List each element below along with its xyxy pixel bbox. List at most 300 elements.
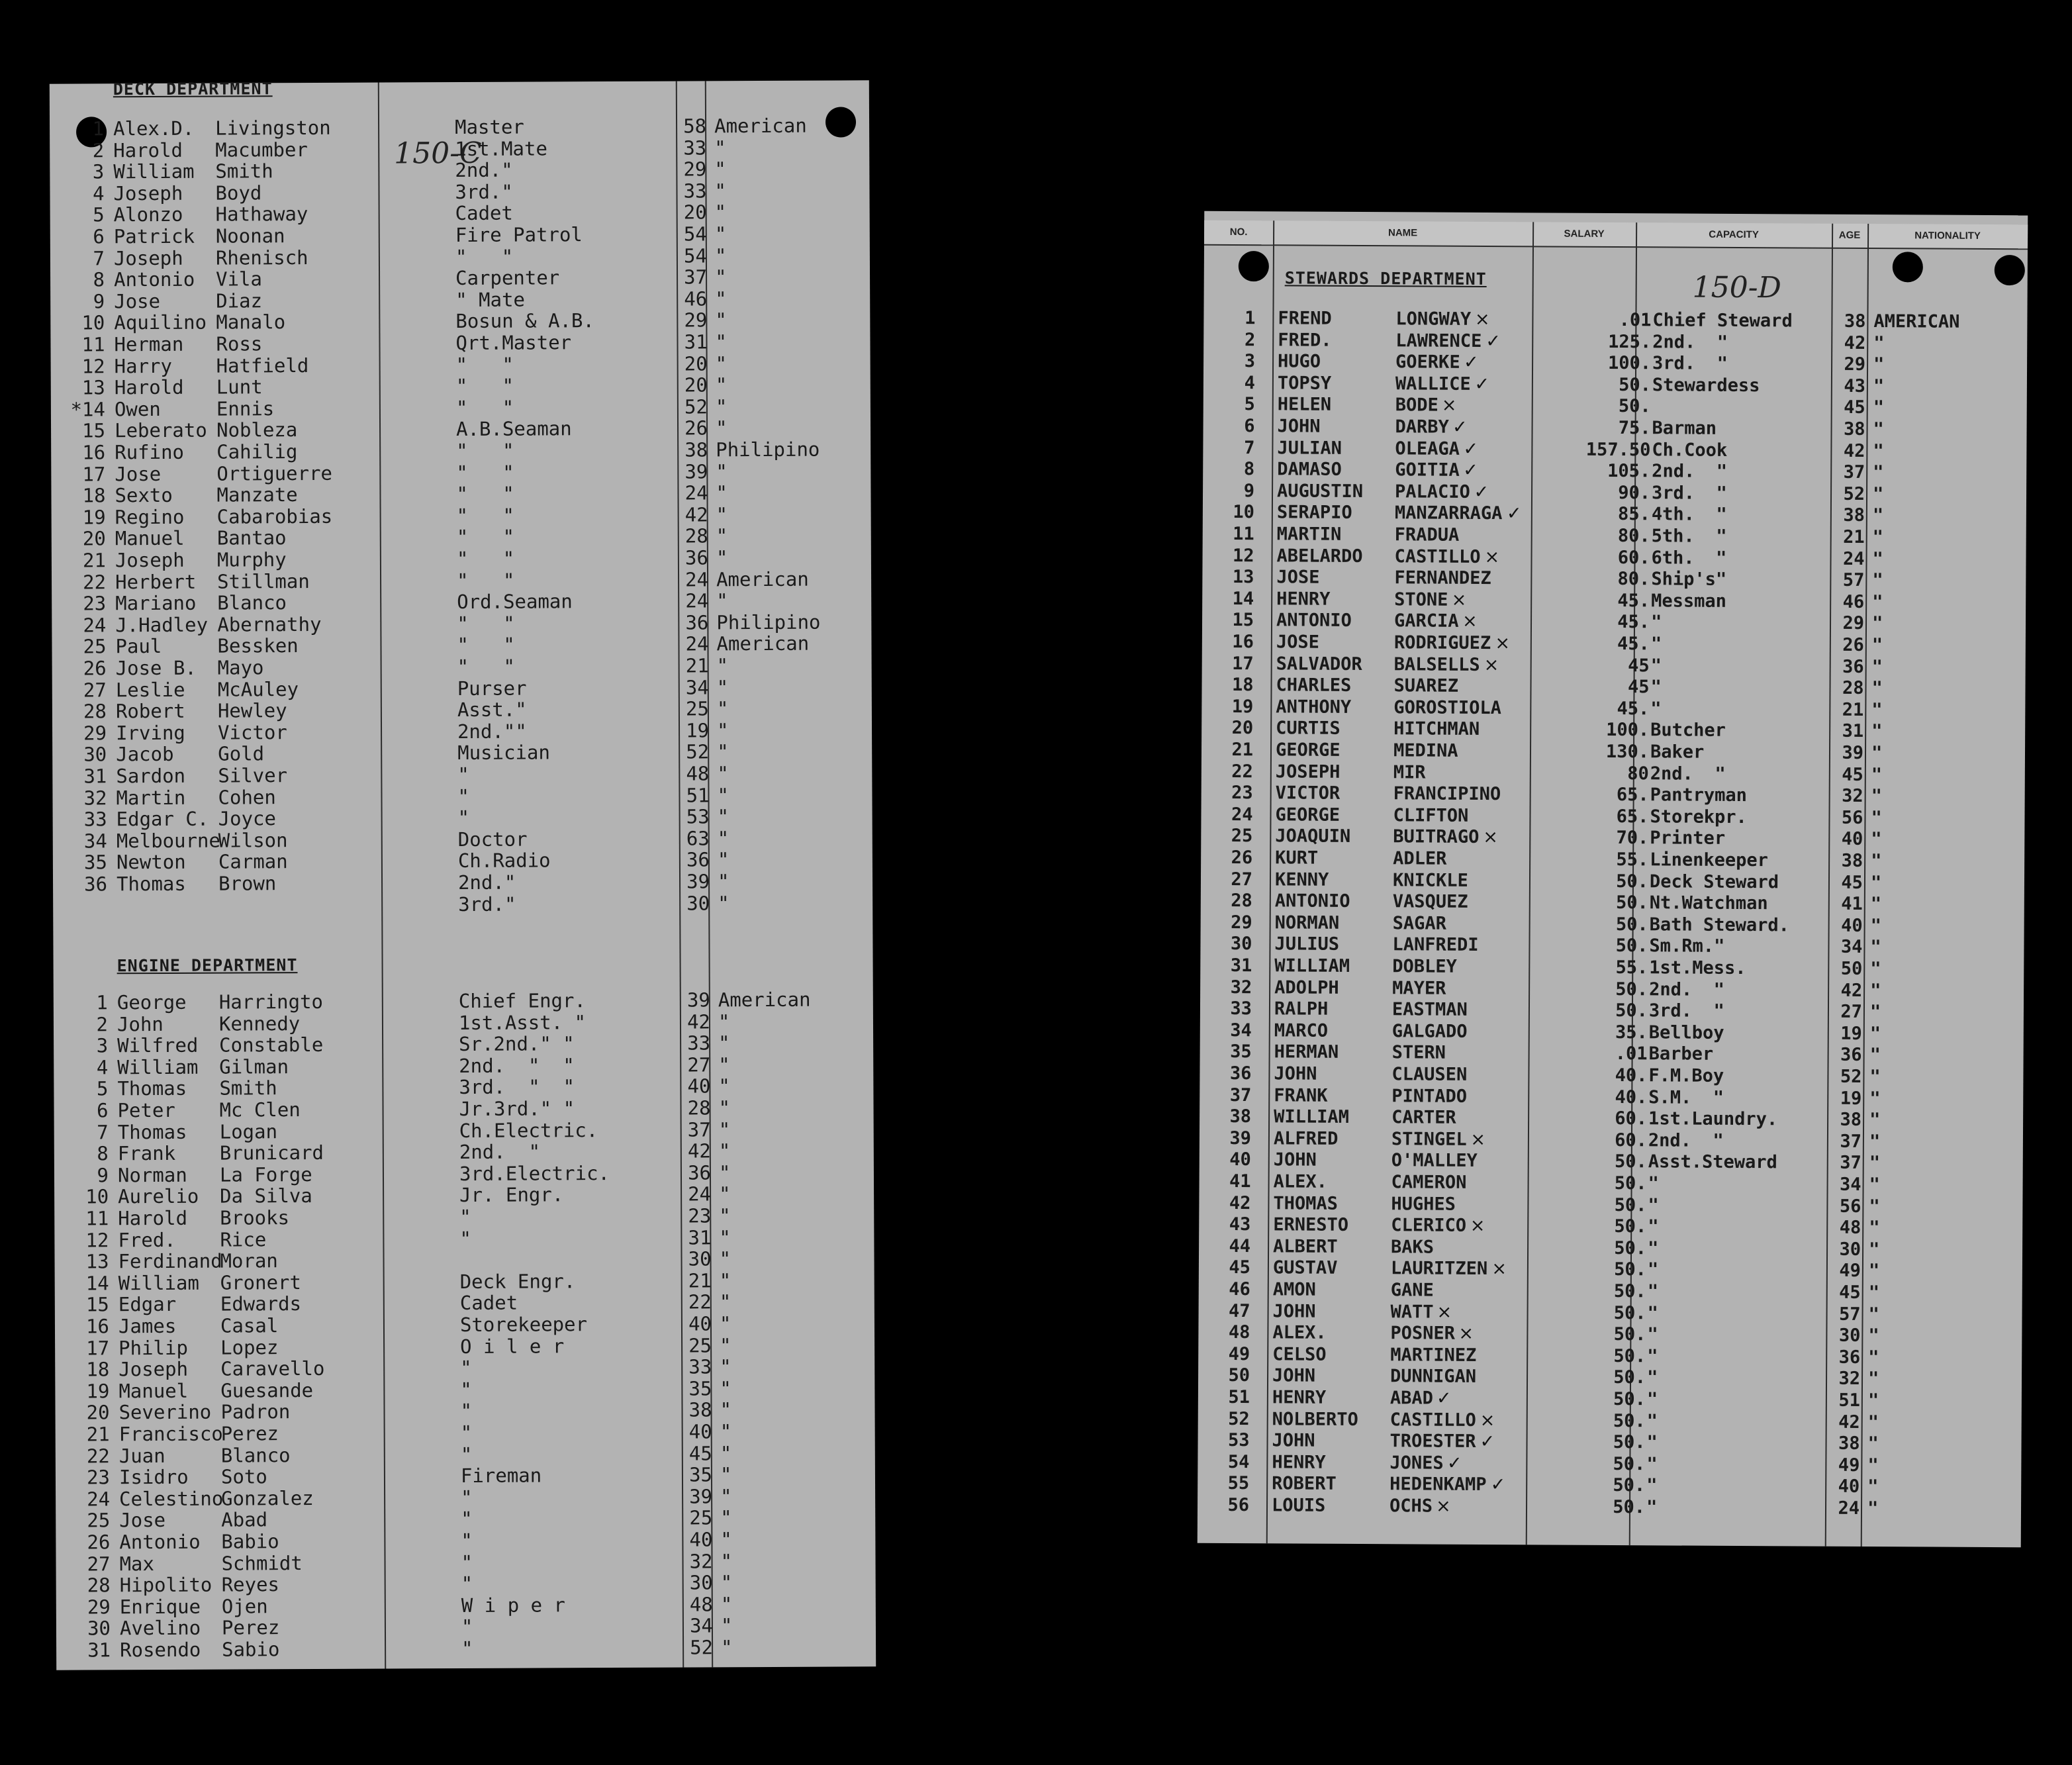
row-number: 20: [1231, 718, 1254, 739]
handwritten-page-number: 150-C: [394, 136, 482, 171]
salary: 50.: [1613, 1302, 1646, 1323]
nationality: ": [718, 1096, 731, 1120]
nationality: ": [716, 524, 728, 548]
row-number: 13: [81, 376, 105, 399]
row-number: 25: [1231, 826, 1253, 847]
capacity: ": [460, 1378, 472, 1401]
last-name: Nobleza: [216, 418, 298, 442]
tally-mark: ×: [1436, 1302, 1452, 1323]
last-name: Padron: [220, 1400, 291, 1423]
nationality: ": [1870, 915, 1881, 936]
age: 39: [689, 1485, 713, 1508]
stewards-department-title: STEWARDS DEPARTMENT: [1284, 268, 1487, 289]
crew-row: [56, 1636, 876, 1661]
nationality: ": [1869, 1023, 1881, 1044]
last-name: Schmidt: [221, 1551, 303, 1575]
nationality: ": [1869, 1088, 1881, 1109]
age: 58: [683, 115, 707, 138]
age: 30: [688, 1247, 712, 1270]
row-number: 35: [1230, 1041, 1252, 1063]
first-name: JULIUS: [1274, 933, 1340, 955]
last-name: Perez: [221, 1616, 280, 1639]
first-name: Hipolito: [119, 1573, 212, 1597]
age: 28: [687, 1096, 711, 1120]
first-name: ANTONIO: [1274, 890, 1350, 912]
capacity: 2nd. ": [1649, 978, 1725, 1000]
salary: 35.: [1615, 1022, 1648, 1043]
capacity: Linenkeeper: [1650, 849, 1769, 871]
capacity: " ": [456, 461, 514, 484]
last-name: DUNNIGAN: [1389, 1366, 1477, 1388]
first-name: Patrick: [113, 224, 195, 248]
age: 39: [686, 870, 710, 893]
tally-mark: ✓: [1506, 503, 1522, 524]
capacity: ": [1648, 1194, 1659, 1216]
row-number: 52: [1228, 1408, 1250, 1429]
first-name: Jose B.: [115, 656, 197, 680]
salary: 50.: [1613, 1432, 1646, 1453]
capacity: Storekpr.: [1650, 806, 1747, 828]
row-number: 45: [1229, 1257, 1250, 1278]
age: 39: [686, 988, 710, 1012]
first-name: ERNESTO: [1273, 1214, 1349, 1236]
salary: 50.: [1613, 1281, 1646, 1302]
nationality: ": [719, 1269, 731, 1292]
first-name: John: [117, 1012, 164, 1035]
row-number: 2: [96, 1012, 109, 1036]
age: 30: [689, 1571, 713, 1594]
row-number: 38: [1229, 1106, 1252, 1127]
age: 42: [1840, 980, 1863, 1001]
nationality: ": [1871, 851, 1882, 872]
last-name: Casal: [220, 1314, 279, 1337]
age: 25: [688, 1333, 712, 1357]
nationality: ": [1871, 721, 1883, 742]
first-name: Paul: [115, 635, 162, 658]
age: 42: [687, 1139, 711, 1163]
row-number: 26: [1231, 847, 1253, 869]
last-name: GARCIA: [1393, 610, 1459, 632]
punch-hole: [1893, 252, 1923, 282]
last-name: Edwards: [220, 1292, 302, 1315]
age: 48: [1839, 1217, 1861, 1239]
last-name: Diaz: [216, 289, 263, 312]
row-number: 30: [1230, 933, 1252, 955]
row-number: 27: [83, 678, 107, 702]
first-name: JOHN: [1274, 1063, 1317, 1084]
first-name: ALFRED: [1273, 1128, 1339, 1149]
age: 38: [1841, 850, 1863, 871]
age: 35: [688, 1377, 712, 1400]
nationality: American: [718, 988, 811, 1012]
salary: 130.: [1605, 741, 1650, 763]
row-number: 6: [97, 1099, 109, 1122]
first-name: FRANK: [1274, 1084, 1328, 1106]
row-number: 26: [83, 657, 107, 680]
last-name: Hatfield: [216, 354, 309, 377]
row-number: 1: [96, 991, 108, 1014]
nationality: ": [718, 1031, 730, 1055]
capacity: 2nd. ": [459, 1140, 541, 1164]
row-number: 47: [1228, 1300, 1250, 1321]
first-name: LOUIS: [1271, 1495, 1326, 1516]
tally-mark: ✓: [1474, 373, 1490, 395]
salary: 50.: [1615, 935, 1648, 957]
age: 54: [683, 222, 707, 246]
age: 38: [1838, 1433, 1860, 1455]
last-name: PINTADO: [1391, 1085, 1468, 1107]
salary: 50.: [1614, 1259, 1646, 1280]
nationality: ": [1870, 937, 1881, 958]
age: 20: [684, 373, 708, 397]
row-number: 29: [87, 1596, 111, 1619]
first-name: HERMAN: [1274, 1041, 1339, 1063]
nationality: ": [1868, 1347, 1879, 1368]
capacity: 2nd. ": [1650, 763, 1726, 785]
age: 36: [1838, 1347, 1861, 1368]
capacity: Cadet: [459, 1292, 518, 1315]
first-name: FREND: [1278, 308, 1332, 329]
last-name: CASTILLO: [1394, 546, 1481, 567]
capacity: ": [1646, 1367, 1658, 1388]
last-name: LAURITZEN: [1390, 1258, 1488, 1280]
last-name: O'MALLEY: [1391, 1150, 1478, 1172]
capacity: 1st.Asst. ": [458, 1010, 587, 1034]
row-number: 35: [83, 851, 107, 874]
age: 24: [685, 567, 709, 591]
row-number: 24: [87, 1488, 111, 1511]
first-name: AUGUSTIN: [1276, 481, 1364, 502]
last-name: OLEAGA: [1395, 438, 1460, 459]
last-name: Brooks: [220, 1206, 290, 1229]
age: 50: [1840, 958, 1863, 979]
capacity: Fireman: [460, 1464, 542, 1488]
nationality: ": [716, 546, 728, 569]
age: 30: [1839, 1239, 1861, 1260]
first-name: VICTOR: [1275, 783, 1341, 804]
nationality: ": [1870, 959, 1881, 980]
row-number: 50: [1228, 1365, 1250, 1386]
first-name: Max: [119, 1552, 154, 1575]
nationality: ": [1867, 1368, 1879, 1390]
nationality: ": [714, 158, 726, 181]
first-name: ALEX.: [1273, 1171, 1327, 1192]
capacity: " ": [455, 374, 514, 398]
capacity: Messman: [1651, 591, 1727, 612]
row-number: 6: [93, 225, 105, 248]
capacity: Ship's": [1651, 569, 1727, 591]
row-number: 18: [86, 1358, 110, 1381]
first-name: GUSTAV: [1272, 1257, 1338, 1279]
right-crew-list-sheet: [1198, 211, 2028, 1547]
age: 34: [1840, 937, 1863, 958]
salary: 50.: [1615, 892, 1648, 914]
age: 32: [689, 1549, 713, 1573]
age: 30: [1838, 1325, 1861, 1347]
first-name: ABELARDO: [1276, 545, 1363, 567]
first-name: RALPH: [1274, 998, 1329, 1020]
nationality: ": [714, 265, 727, 289]
first-name: JOHN: [1272, 1430, 1315, 1451]
first-name: Manuel: [118, 1379, 189, 1403]
last-name: ADLER: [1393, 848, 1447, 869]
first-name: Alex.D.: [113, 117, 195, 140]
nationality: ": [1871, 786, 1883, 807]
nationality: ": [1867, 1390, 1879, 1411]
age: 42: [1843, 440, 1865, 461]
first-name: MARCO: [1274, 1020, 1329, 1041]
capacity: " ": [457, 634, 515, 657]
last-name: BAKS: [1391, 1237, 1435, 1258]
last-name: Brunicard: [219, 1141, 324, 1165]
age: 37: [687, 1118, 711, 1141]
last-name: POSNER: [1390, 1323, 1456, 1344]
last-name: Moran: [220, 1249, 278, 1272]
nationality: ": [1871, 678, 1883, 699]
first-name: SALVADOR: [1276, 653, 1362, 675]
tally-mark: ×: [1491, 1259, 1507, 1280]
capacity: Bellboy: [1648, 1022, 1724, 1043]
last-name: Victor: [217, 720, 287, 744]
age: 52: [686, 740, 710, 763]
last-name: Abad: [221, 1508, 268, 1531]
age: 45: [1841, 872, 1863, 893]
row-number: 24: [83, 614, 107, 637]
last-name: CASTILLO: [1389, 1409, 1476, 1431]
capacity: Qrt.Master: [455, 331, 572, 355]
age: 38: [1840, 1109, 1862, 1131]
tally-mark: ✓: [1485, 330, 1501, 352]
first-name: Jose: [119, 1509, 166, 1532]
row-number: 48: [1228, 1322, 1250, 1343]
nationality: ": [716, 697, 729, 720]
capacity: 1st.Mate: [455, 137, 547, 160]
age: 45: [1839, 1282, 1861, 1303]
capacity: Sm.Rm.": [1649, 935, 1725, 957]
first-name: HENRY: [1272, 1387, 1327, 1408]
nationality: ": [1869, 1217, 1880, 1239]
row-number: 49: [1228, 1343, 1250, 1364]
age: 29: [1842, 613, 1865, 634]
age: 46: [684, 287, 708, 310]
capacity: Stewardess: [1652, 375, 1760, 396]
row-number: 19: [82, 506, 106, 529]
age: 38: [1843, 418, 1865, 440]
capacity: " ": [456, 526, 515, 549]
capacity: Ch.Radio: [457, 849, 551, 873]
row-number: 2: [92, 138, 105, 162]
capacity: Master: [454, 115, 524, 139]
row-number: 8: [1243, 459, 1255, 480]
nationality: ": [1870, 872, 1882, 893]
first-name: Leslie: [115, 678, 185, 701]
nationality: ": [715, 330, 728, 354]
age: 40: [688, 1420, 712, 1443]
salary: 50.: [1618, 396, 1651, 417]
capacity: ": [460, 1443, 473, 1466]
age: 40: [1841, 915, 1863, 936]
row-number: 10: [81, 311, 105, 334]
first-name: Aurelio: [118, 1185, 199, 1208]
last-name: Ennis: [216, 397, 275, 420]
first-name: Newton: [116, 851, 186, 874]
last-name: Smith: [215, 160, 273, 183]
tally-mark: ×: [1483, 827, 1499, 848]
last-name: BODE: [1395, 395, 1438, 416]
salary: 50.: [1613, 1410, 1646, 1431]
last-name: Sabio: [222, 1638, 280, 1661]
age: 45: [688, 1441, 712, 1465]
last-name: FRANCIPINO: [1393, 783, 1501, 805]
salary: 50.: [1619, 374, 1651, 396]
first-name: Jose: [114, 289, 161, 313]
salary: 45.: [1617, 698, 1650, 720]
nationality: ": [1872, 591, 1883, 612]
tally-mark: ✓: [1480, 1431, 1495, 1453]
row-number: 9: [1243, 480, 1255, 501]
tally-mark: ×: [1483, 654, 1499, 675]
first-name: Fred.: [118, 1228, 176, 1251]
first-name: Frank: [117, 1142, 176, 1165]
row-number: 22: [86, 1444, 110, 1468]
age: 40: [1841, 829, 1863, 850]
capacity: Cadet: [455, 202, 514, 225]
age: 34: [1839, 1174, 1861, 1195]
capacity: ": [1647, 1259, 1659, 1280]
capacity: ": [459, 1205, 471, 1229]
age: 34: [689, 1614, 714, 1637]
capacity: ": [457, 785, 470, 808]
capacity: 2nd. ": [1648, 1130, 1724, 1151]
row-number: 33: [1230, 998, 1252, 1020]
nationality: ": [1869, 1196, 1880, 1217]
nationality: ": [1872, 483, 1884, 504]
row-number: 26: [87, 1531, 111, 1554]
salary: 50.: [1613, 1345, 1646, 1367]
row-number: 41: [1229, 1170, 1251, 1192]
row-number: 46: [1229, 1278, 1250, 1300]
capacity: Bath Steward.: [1649, 914, 1790, 936]
age: 48: [689, 1593, 713, 1616]
header-name: NAME: [1273, 220, 1532, 247]
capacity: ": [1646, 1454, 1658, 1475]
last-name: Joyce: [218, 807, 277, 830]
first-name: JOHN: [1272, 1300, 1316, 1322]
first-name: Mariano: [115, 591, 197, 615]
row-number: 18: [1231, 675, 1254, 696]
last-name: Carman: [218, 850, 288, 874]
age: 37: [1840, 1153, 1861, 1174]
age: 38: [684, 438, 708, 461]
first-name: FRED.: [1278, 329, 1332, 351]
capacity: W i p e r: [461, 1594, 566, 1617]
row-number: 15: [1232, 610, 1254, 631]
age: 46: [1842, 591, 1865, 612]
capacity: ": [1650, 634, 1662, 655]
row-number: 14: [1232, 588, 1254, 609]
tally-mark: ✓: [1474, 481, 1489, 502]
age: 36: [1842, 656, 1864, 677]
tally-mark: ×: [1451, 589, 1467, 610]
last-name: Bantao: [216, 526, 287, 550]
first-name: GEORGE: [1275, 804, 1341, 826]
capacity: Jr. Engr.: [459, 1183, 564, 1207]
capacity: 2nd. " ": [459, 1054, 575, 1077]
nationality: ": [718, 1118, 731, 1141]
capacity: Ord.Seaman: [457, 590, 573, 614]
tally-mark: ×: [1441, 395, 1457, 416]
row-number: 5: [1244, 394, 1255, 415]
last-name: Babio: [221, 1530, 279, 1553]
tally-mark: ✓: [1490, 1474, 1506, 1496]
first-name: CELSO: [1272, 1344, 1327, 1365]
capacity: ": [460, 1400, 473, 1423]
first-name: Wilfred: [117, 1033, 199, 1057]
first-name: J.Hadley: [115, 613, 209, 637]
row-number: 12: [1232, 545, 1254, 566]
last-name: La Forge: [219, 1163, 312, 1186]
row-number: 8: [97, 1142, 109, 1165]
capacity: Bosun & A.B.: [455, 309, 594, 333]
first-name: JULIAN: [1277, 437, 1342, 459]
capacity: ": [461, 1550, 473, 1574]
salary: 50.: [1613, 1389, 1646, 1410]
last-name: Smith: [219, 1076, 277, 1100]
nationality: ": [721, 1636, 733, 1659]
last-name: HUGHES: [1391, 1193, 1456, 1215]
first-name: NORMAN: [1274, 912, 1340, 933]
salary: 50.: [1614, 1237, 1647, 1259]
last-name: Ross: [216, 332, 263, 356]
last-name: Caravello: [220, 1357, 325, 1380]
nationality: ": [1873, 354, 1885, 375]
row-number: 36: [84, 873, 108, 896]
age: 36: [685, 611, 709, 634]
row-number: 31: [87, 1639, 111, 1662]
row-number: 3: [96, 1034, 109, 1057]
header-nationality: NATIONALITY: [1867, 224, 2028, 250]
capacity: ": [1647, 1346, 1658, 1367]
nationality: ": [1869, 1002, 1881, 1023]
last-name: Cahilig: [216, 440, 298, 463]
punch-hole: [1995, 255, 2025, 285]
nationality: ": [720, 1593, 733, 1616]
row-number: 28: [1231, 890, 1252, 912]
age: 21: [688, 1269, 712, 1292]
row-number: 11: [85, 1207, 109, 1230]
age: 21: [1843, 526, 1865, 548]
nationality: ": [720, 1377, 731, 1400]
first-name: ANTONIO: [1276, 610, 1352, 632]
row-number: 4: [92, 182, 105, 205]
first-name: Joseph: [113, 181, 183, 205]
age: 34: [685, 675, 709, 699]
last-name: GOROSTIOLA: [1393, 697, 1501, 718]
capacity: 3rd. ": [1651, 483, 1727, 504]
age: 30: [686, 891, 710, 915]
first-name: WILLIAM: [1274, 1106, 1349, 1128]
last-name: McAuley: [217, 677, 299, 701]
salary: 45.: [1617, 612, 1650, 633]
first-name: Peter: [117, 1098, 175, 1122]
last-name: CLIFTON: [1393, 805, 1469, 826]
age: 28: [684, 524, 708, 548]
age: 39: [684, 459, 708, 483]
last-name: JONES: [1389, 1453, 1444, 1474]
nationality: AMERICAN: [1873, 311, 1960, 332]
age: 45: [1844, 397, 1865, 418]
age: 24: [685, 589, 709, 612]
